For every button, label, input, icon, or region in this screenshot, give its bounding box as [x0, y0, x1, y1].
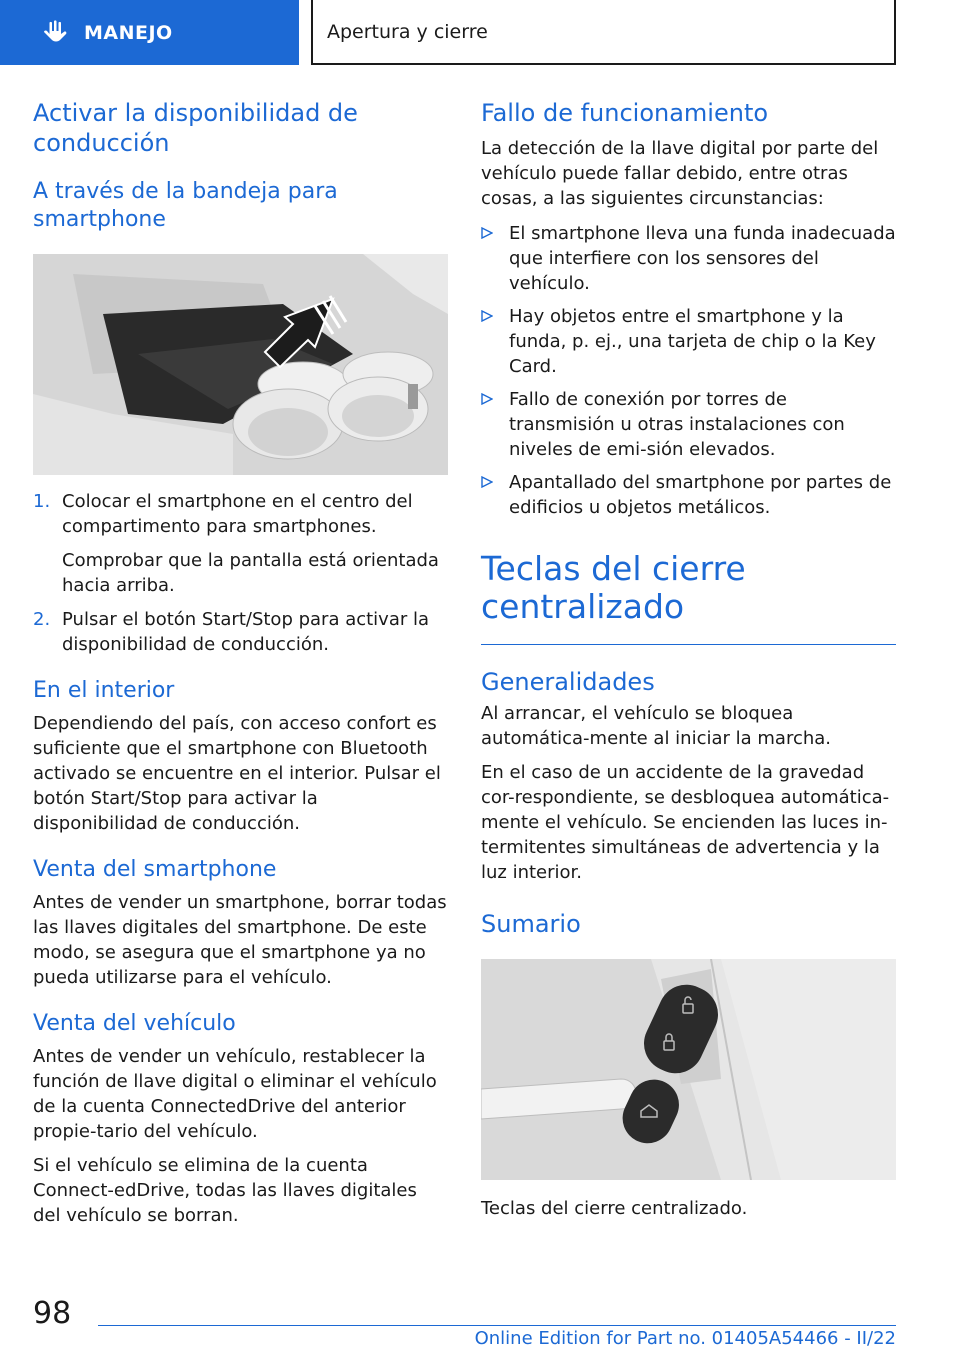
list-item — [481, 304, 896, 379]
heading-interior: En el interior — [33, 678, 175, 703]
triangle-bullet-icon — [481, 476, 493, 488]
steering-hand-icon — [40, 18, 70, 48]
malfunction-list — [481, 221, 896, 520]
footer-divider — [98, 1325, 896, 1326]
instruction-steps — [33, 489, 448, 657]
edition-info: Online Edition for Part no. 01405A54466 - II/22 — [474, 1328, 896, 1349]
list-item-text: Apantallado del smartphone por partes de edificios u objetos metálicos. — [509, 472, 892, 518]
list-item — [481, 470, 896, 520]
step-note: Comprobar que la pantalla está orientada hacia arriba. — [62, 550, 439, 596]
heading-activate-driving: Activar la disponibilidad de conducción — [33, 99, 358, 157]
photo-caption: Teclas del cierre centralizado. — [481, 1198, 748, 1219]
paragraph-general-1: Al arrancar, el vehículo se bloquea automática-mente al iniciar la marcha. — [481, 703, 832, 749]
step-item — [33, 489, 448, 598]
step-item — [33, 607, 448, 657]
section-title: MANEJO — [84, 21, 173, 44]
heading-summary: Sumario — [481, 910, 581, 938]
list-item-text: Hay objetos entre el smartphone y la funda, p. ej., una tarjeta de chip o la Key Card. — [509, 306, 876, 377]
list-item — [481, 221, 896, 296]
right-column — [481, 98, 896, 1221]
central-locking-buttons-photo — [481, 959, 896, 1180]
smartphone-tray-photo — [33, 254, 448, 475]
heading-smartphone-tray: A través de la bandeja para smartphone — [33, 179, 338, 232]
page-number: 98 — [33, 1296, 72, 1331]
heading-sell-vehicle: Venta del vehículo — [33, 1011, 236, 1036]
heading-malfunction: Fallo de funcionamiento — [481, 99, 769, 127]
step-number: 1. — [33, 491, 51, 512]
header-section-tab — [0, 0, 299, 65]
paragraph-sell-vehicle-2: Si el vehículo se elimina de la cuenta Connect-edDrive, todas las llaves digitales del vehículo se borran. — [33, 1155, 417, 1226]
step-number: 2. — [33, 609, 51, 630]
heading-sell-smartphone: Venta del smartphone — [33, 857, 277, 882]
triangle-bullet-icon — [481, 393, 493, 405]
heading-general: Generalidades — [481, 668, 655, 696]
paragraph-malfunction: La detección de la llave digital por parte del vehículo puede fallar debido, entre otras cosas, a las siguientes circunstancias: — [481, 138, 879, 209]
chapter-title: Apertura y cierre — [327, 20, 488, 43]
list-item — [481, 387, 896, 462]
list-item-text: El smartphone lleva una funda inadecuada que interfiere con los sensores del vehículo. — [509, 223, 896, 294]
left-column — [33, 98, 448, 1228]
step-text: Colocar el smartphone en el centro del compartimento para smartphones. — [62, 491, 413, 537]
step-text: Pulsar el botón Start/Stop para activar la disponibilidad de conducción. — [62, 609, 430, 655]
paragraph-sell-smartphone: Antes de vender un smartphone, borrar todas las llaves digitales del smartphone. De este modo, se asegura que el smartphone ya no pueda utilizarse para el vehículo. — [33, 892, 447, 988]
paragraph-sell-vehicle-1: Antes de vender un vehículo, restablecer la función de llave digital o eliminar el vehículo de la cuenta ConnectedDrive del anterior propie-tario del vehículo. — [33, 1046, 437, 1142]
triangle-bullet-icon — [481, 227, 493, 239]
heading-central-locking: Teclas del cierre centralizado — [481, 549, 746, 626]
list-item-text: Fallo de conexión por torres de transmisión u otras instalaciones con niveles de emi-sión elevados. — [509, 389, 845, 460]
paragraph-interior: Dependiendo del país, con acceso confort es suficiente que el smartphone con Bluetooth activado se encuentre en el interior. Pulsar el botón Start/Stop para activar la disponibilidad de conducción. — [33, 713, 441, 834]
triangle-bullet-icon — [481, 310, 493, 322]
header-chapter-box — [311, 0, 896, 65]
paragraph-general-2: En el caso de un accidente de la gravedad cor-respondiente, se desbloquea automática-mente el vehículo. Se encienden las luces in-termitentes simultáneas de advertencia y la luz interior. — [481, 762, 890, 883]
